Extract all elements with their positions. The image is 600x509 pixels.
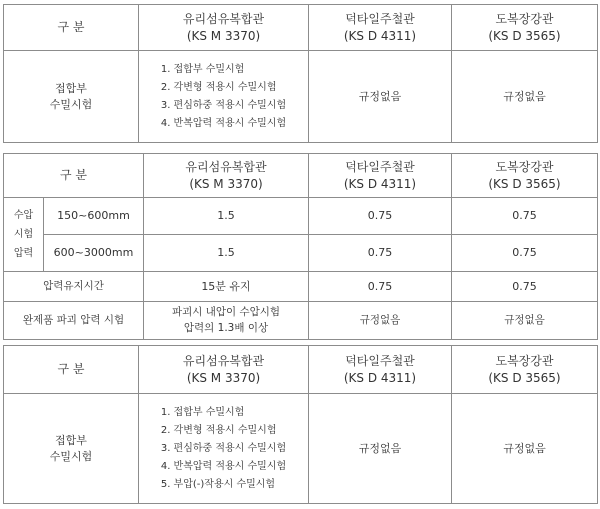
steel-value: 규정없음 <box>452 302 598 340</box>
table-joint-watertight-2 <box>3 345 598 504</box>
steel-value: 규정없음 <box>452 51 598 143</box>
row-label-burst-test: 완제품 파괴 압력 시험 <box>4 302 144 340</box>
header-grp: 유리섬유복합관 (KS M 3370) <box>139 5 309 51</box>
steel-value: 0.75 <box>452 198 598 235</box>
ductile-value: 규정없음 <box>309 394 452 504</box>
ductile-value: 0.75 <box>309 235 452 272</box>
ductile-value: 0.75 <box>309 272 452 302</box>
table-joint-watertight-1 <box>3 4 598 143</box>
header-steel: 도복장강관 (KS D 3565) <box>452 154 598 198</box>
test-items-list <box>139 51 309 143</box>
row-label-joint-test: 접합부 수밀시험 <box>4 394 139 504</box>
list-item: 3. 편심하중 적용시 수밀시험 <box>160 99 287 111</box>
header-ductile: 덕타일주철관 (KS D 4311) <box>309 154 452 198</box>
list-item: 2. 각변형 적용시 수밀시험 <box>160 424 277 436</box>
header-ductile: 덕타일주철관 (KS D 4311) <box>309 5 452 51</box>
ductile-value: 규정없음 <box>309 302 452 340</box>
list-item: 1. 접합부 수밀시험 <box>160 406 245 418</box>
grp-value: 파괴시 내압이 수압시험 압력의 1.3배 이상 <box>144 302 309 340</box>
grp-value: 1.5 <box>144 198 309 235</box>
header-ductile: 덕타일주철관 (KS D 4311) <box>309 346 452 394</box>
pressure-range: 150~600mm <box>44 198 144 235</box>
list-item: 5. 부압(-)작용시 수밀시험 <box>160 478 276 490</box>
steel-value: 0.75 <box>452 235 598 272</box>
header-division: 구 분 <box>4 154 144 198</box>
list-item: 1. 접합부 수밀시험 <box>160 63 245 75</box>
header-grp: 유리섬유복합관 (KS M 3370) <box>144 154 309 198</box>
header-division: 구 분 <box>4 346 139 394</box>
steel-value: 0.75 <box>452 272 598 302</box>
steel-value: 규정없음 <box>452 394 598 504</box>
grp-value: 1.5 <box>144 235 309 272</box>
test-items-list <box>139 394 309 504</box>
group-label-hydro-pressure: 수압 시험 압력 <box>4 198 44 272</box>
list-item: 3. 편심하중 적용시 수밀시험 <box>160 442 287 454</box>
ductile-value: 0.75 <box>309 198 452 235</box>
header-steel: 도복장강관 (KS D 3565) <box>452 5 598 51</box>
pressure-range: 600~3000mm <box>44 235 144 272</box>
ductile-value: 규정없음 <box>309 51 452 143</box>
grp-value: 15분 유지 <box>144 272 309 302</box>
list-item: 2. 각변형 적용시 수밀시험 <box>160 81 277 93</box>
list-item: 4. 반복압력 적용시 수밀시험 <box>160 460 287 472</box>
row-label-hold-time: 압력유지시간 <box>4 272 144 302</box>
row-label-joint-test: 접합부 수밀시험 <box>4 51 139 143</box>
list-item: 4. 반복압력 적용시 수밀시험 <box>160 117 287 129</box>
table-pressure-test <box>3 153 598 340</box>
header-steel: 도복장강관 (KS D 3565) <box>452 346 598 394</box>
header-grp: 유리섬유복합관 (KS M 3370) <box>139 346 309 394</box>
header-division: 구 분 <box>4 5 139 51</box>
